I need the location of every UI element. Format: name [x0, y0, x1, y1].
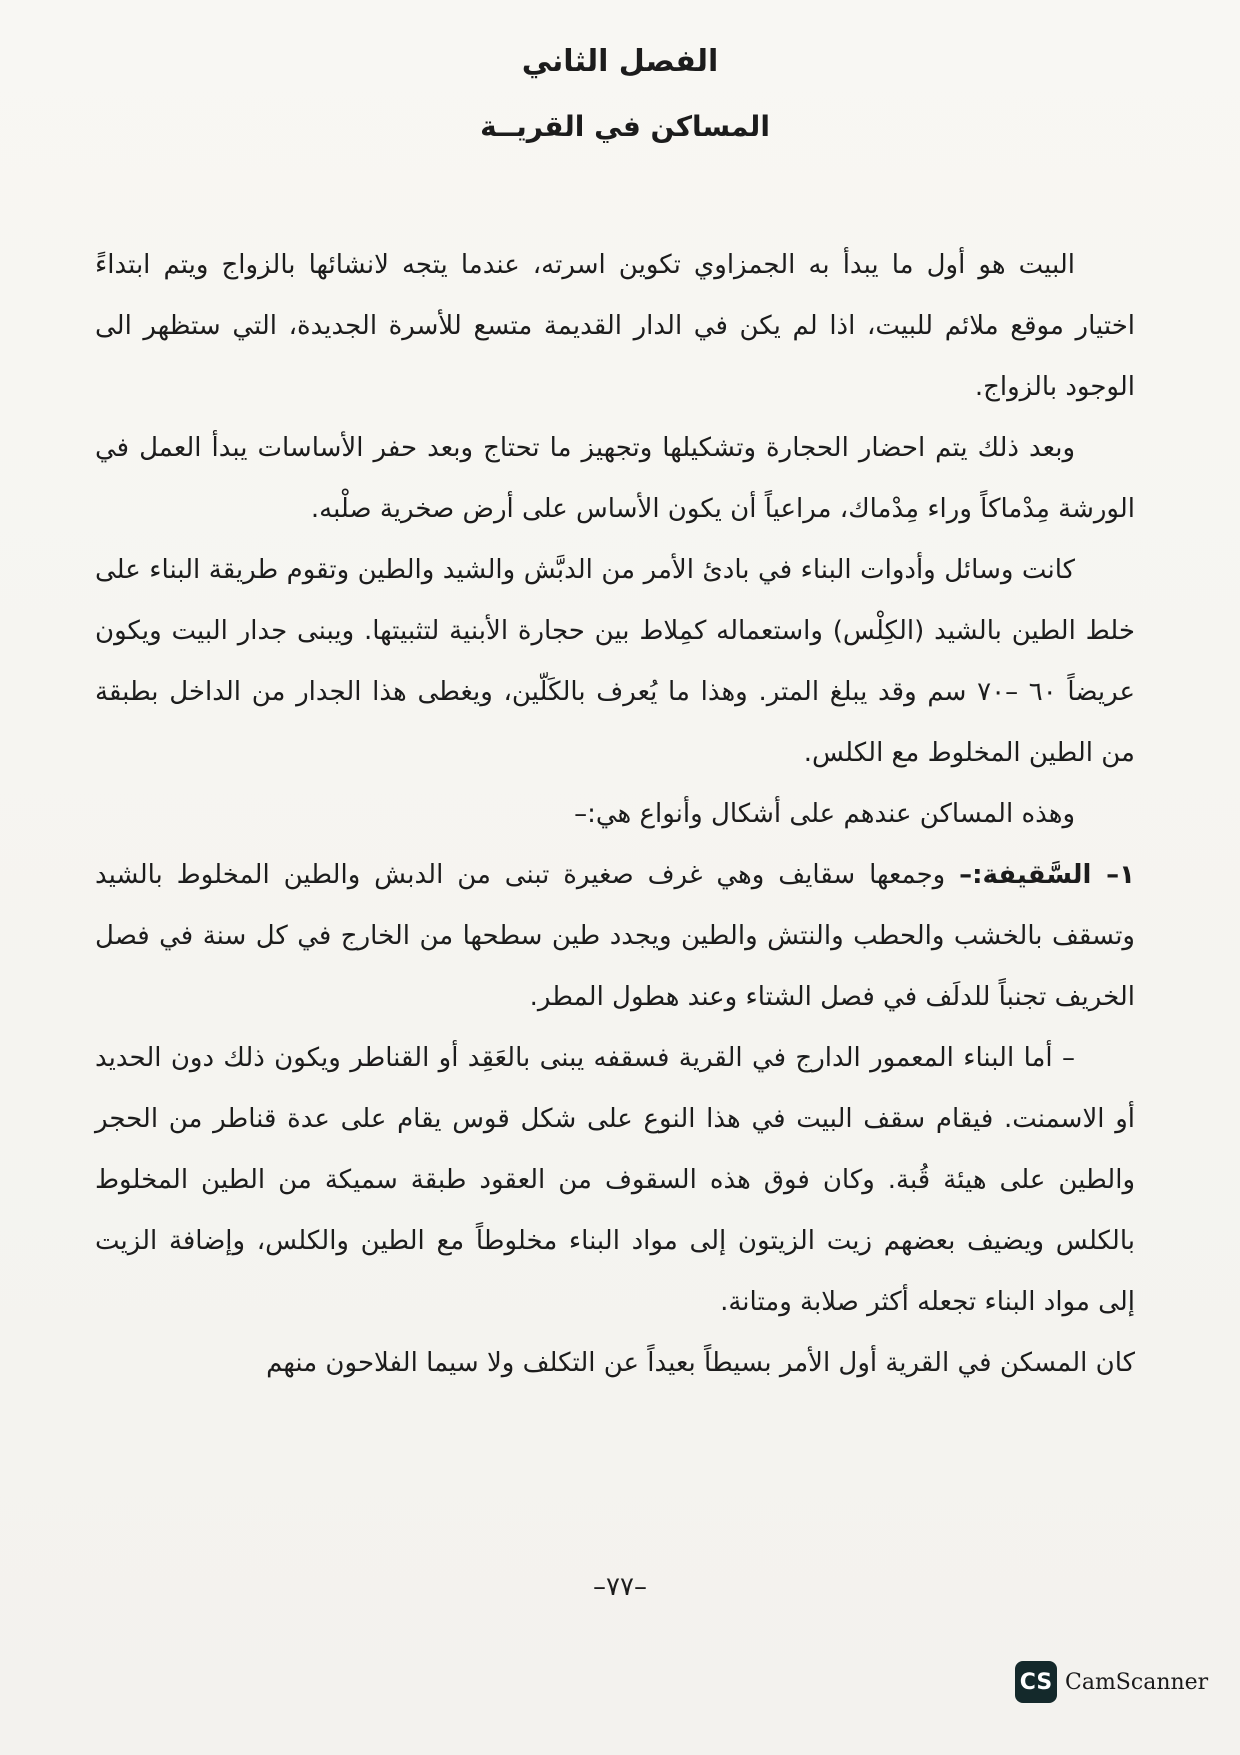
camscanner-logo-icon: CS	[1015, 1661, 1057, 1703]
list-item-1	[95, 845, 1135, 1028]
chapter-title: الفصل الثاني	[521, 44, 719, 79]
paragraph-3: كانت وسائل وأدوات البناء في بادئ الأمر من الدبَّش والشيد والطين وتقوم طريقة البناء على خلط الطين بالشيد (الكِلْس) واستعماله كمِلاط بين حجارة الأبنية لتثبيتها. ويبنى جدار البيت ويكون عريضاً ٦٠ –٧٠ سم وقد يبلغ المتر. وهذا ما يُعرف بالكَلّين، ويغطى هذا الجدار من الداخل بطبقة من الطين المخلوط مع الكلس.	[95, 555, 1135, 768]
body-text	[95, 235, 1135, 1394]
camscanner-watermark	[1015, 1660, 1210, 1704]
list-item-text: وجمعها سقايف وهي غرف صغيرة تبنى من الدبش والطين المخلوط بالشيد وتسقف بالخشب والحطب والنتش والطين ويجدد طين سطحها من الخارج في كل سنة في فصل الخريف تجنباً للدلَف في فصل الشتاء وعند هطول المطر.	[95, 860, 1135, 1012]
paragraph-2: وبعد ذلك يتم احضار الحجارة وتشكيلها وتجهيز ما تحتاج وبعد حفر الأساسات يبدأ العمل في الورشة مِدْماكاً وراء مِدْماك، مراعياً أن يكون الأساس على أرض صخرية صلْبه.	[95, 433, 1135, 524]
section-title: المساكن في القريــة	[480, 110, 770, 143]
page-number: –٧٧–	[593, 1572, 647, 1602]
paragraph-4: وهذه المساكن عندهم على أشكال وأنواع هي:–	[574, 799, 1075, 829]
paragraph-5: – أما البناء المعمور الدارج في القرية فسقفه يبنى بالعَقِد أو القناطر ويكون ذلك دون الحديد أو الاسمنت. فيقام سقف البيت في هذا النوع على شكل قوس يقام على عدة قناطر من الحجر والطين على هيئة قُبة. وكان فوق هذه السقوف من العقود طبقة سميكة من الطين المخلوط بالكلس ويضيف بعضهم زيت الزيتون إلى مواد البناء مخلوطاً مع الطين والكلس، وإضافة الزيت إلى مواد البناء تجعله أكثر صلابة ومتانة.	[95, 1043, 1135, 1317]
paragraph-1: البيت هو أول ما يبدأ به الجمزاوي تكوين اسرته، عندما يتجه لانشائها بالزواج ويتم ابتداءً اختيار موقع ملائم للبيت، اذا لم يكن في الدار القديمة متسع للأسرة الجديدة، التي ستظهر الى الوجود بالزواج.	[95, 250, 1135, 402]
paragraph-6: كان المسكن في القرية أول الأمر بسيطاً بعيداً عن التكلف ولا سيما الفلاحون منهم	[266, 1348, 1135, 1378]
camscanner-name: CamScanner	[1065, 1669, 1209, 1695]
list-item-term: ١– السَّقيفة:–	[959, 860, 1135, 890]
